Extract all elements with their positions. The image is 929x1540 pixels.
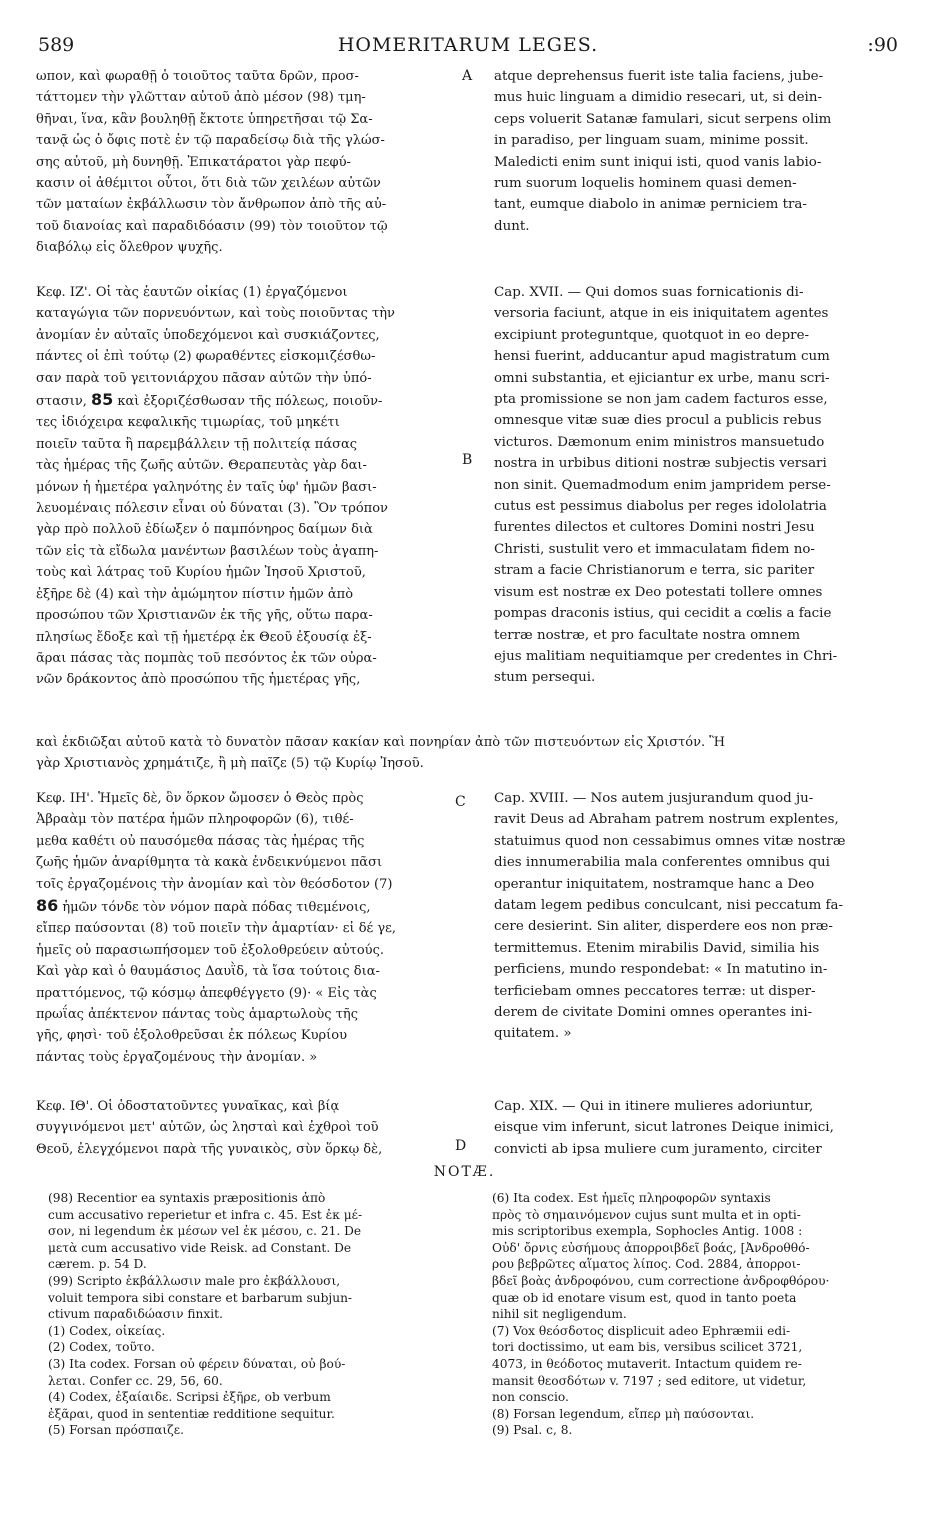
latin-line: tant, eumque diabolo in animæ perniciem tra- <box>494 197 807 213</box>
latin-line: pompas draconis istius, qui cecidit a cœlis a facie <box>494 606 832 622</box>
margin-letter-c: C <box>455 794 466 810</box>
note-line: ἐξᾶραι, quod in sententiæ redditione sequitur. <box>48 1406 335 1421</box>
latin-line: stum persequi. <box>494 670 596 686</box>
latin-line: pta promissione se non jam cadem facturos esse, <box>494 392 828 408</box>
latin-line: eisque vim inferunt, sicut latrones Deique inimici, <box>494 1120 834 1136</box>
greek-line-with-margin-85 <box>36 389 456 412</box>
greek-full-width-lines <box>36 732 892 775</box>
greek-line: λευομέναις πόλεσιν εἶναι οὐ δύναται (3). Ὃν τρόπον <box>36 501 388 517</box>
greek-line: μόνων ἡ ἡμετέρα γαληνότης ἐν ταῖς ὑφ' ἡμῶν βασι- <box>36 479 377 495</box>
note-line: voluit tempora sibi constare et barbarum subjun- <box>48 1290 353 1305</box>
greek-line: τανᾷ ὡς ὁ ὄφις ποτὲ ἐν τῷ παραδείσῳ διὰ τῆς γλώσ- <box>36 133 385 149</box>
greek-line: διαβόλῳ εἰς ὄλεθρον ψυχῆς. <box>36 240 223 256</box>
latin-line: atque deprehensus fuerit iste talia faciens, jube- <box>494 69 824 84</box>
latin-line: mus huic linguam a dimidio resecari, ut, si dein- <box>494 90 822 106</box>
greek-line: πραττόμενος, τῷ κόσμῳ ἀπεφθέγγετο (9)· « Εἰς τὰς <box>36 985 377 1001</box>
latin-line: nostra in urbibus ditioni nostræ subjectis versari <box>494 456 827 472</box>
latin-line: cutus est pessimus diabolus per reges idololatria <box>494 499 827 515</box>
latin-line: termittemus. Etenim mirabilis David, similia his <box>494 940 820 956</box>
note-line: (3) Ita codex. Forsan οὐ φέρειν δύναται, οὐ βού- <box>48 1356 346 1371</box>
greek-line: τῶν εἰς τὰ εἴδωλα μανέντων βασιλέων τοὺς ἀγαπη- <box>36 543 379 559</box>
latin-line: derem de civitate Domini omnes operantes ini- <box>494 1005 813 1021</box>
greek-line: πρωΐας ἀπέκτενον πάντας τοὺς ἁμαρτωλοὺς τῆς <box>36 1007 358 1023</box>
greek-line: πάντας τοὺς ἐργαζομένους τὴν ἀνομίαν. » <box>36 1049 318 1065</box>
note-line: πρὸς τὸ σημαινόμενον cujus sunt multa et in opti- <box>492 1207 801 1222</box>
latin-line: furentes dilectos et cultores Domini nostri Jesu <box>494 520 815 536</box>
greek-line: καταγώγια τῶν πορνευόντων, καὶ τοὺς ποιοῦντας τὴν <box>36 306 395 322</box>
latin-line: dunt. <box>494 218 530 234</box>
note-line: ρου βεβρῶτες αἵματος λίπος. Cod. 2884, ἀπορροι- <box>492 1257 801 1272</box>
greek-line: νῶν δράκοντος ἀπὸ προσώπου τῆς ἡμετέρας γῆς, <box>36 672 361 688</box>
page-number-right: :90 <box>867 34 898 56</box>
greek-line: καὶ ἐκδιῶξαι αὐτοῦ κατὰ τὸ δυνατὸν πᾶσαν κακίαν καὶ πονηρίαν ἀπὸ τῶν πιστευόντων εἰς Χριστόν. Ἢ <box>36 735 726 750</box>
greek-line: Ἀβραὰμ τὸν πατέρα ἡμῶν πληροφορῶν (6), τιθέ- <box>36 812 354 828</box>
note-line: mis scriptoribus exempla, Sophocles Antig. 1008 : <box>492 1224 803 1239</box>
note-line: tori doctissimo, ut eam bis, versibus scilicet 3721, <box>492 1340 803 1355</box>
note-line: ctivum παραδιδώασιν finxit. <box>48 1307 223 1322</box>
latin-line: ejus malitiam nequitiamque per credentes in Chri- <box>494 648 838 664</box>
latin-line: Cap. XVII. — Qui domos suas fornicationis di- <box>494 285 804 300</box>
greek-column-section-3 <box>36 788 456 1068</box>
notes-right-column <box>492 1190 892 1439</box>
greek-line: μεθα καθέτι οὐ παυσόμεθα πάσας τὰς ἡμέρας τῆς <box>36 833 365 849</box>
latin-line: perficiens, mundo respondebat: « In matutino in- <box>494 962 828 978</box>
greek-text: ἡμῶν τόνδε τὸν νόμον παρὰ πόδας τιθεμένοις, <box>58 900 371 916</box>
greek-line: πλησίως ἔδοξε καὶ τῇ ἡμετέρᾳ ἐκ Θεοῦ ἐξουσίᾳ ἐξ- <box>36 629 372 645</box>
latin-line: omnesque vitæ suæ dies procul a publicis rebus <box>494 413 822 429</box>
note-line: (7) Vox θεόσδοτος displicuit adeo Ephræmii edi- <box>492 1323 791 1338</box>
latin-line: omni substantia, et ejiciantur ex urbe, manu scri- <box>494 370 830 386</box>
greek-line: Θεοῦ, ἐλεγχόμενοι παρὰ τῆς γυναικὸς, σὺν ὅρκῳ δὲ, <box>36 1141 383 1157</box>
margin-number-85: 85 <box>90 390 114 410</box>
latin-line: dies innumerabilia mala conferentes omnibus qui <box>494 855 830 871</box>
greek-line: τάττομεν τὴν γλῶτταν αὐτοῦ ἀπὸ μέσον (98) τμη- <box>36 90 366 106</box>
page-header <box>38 34 898 60</box>
greek-line: ζωῆς ἡμῶν ἀναρίθμητα τὰ κακὰ ἐνδεικνύμενοι πᾶσι <box>36 855 383 871</box>
greek-column-section-2 <box>36 282 456 691</box>
latin-line: victuros. Dæmonum enim ministros mansuetudo <box>494 434 825 450</box>
greek-line: σαν παρὰ τοῦ γειτονιάρχου πᾶσαν αὐτῶν τὴν ὑπό- <box>36 370 372 386</box>
greek-line: πάντες οἱ ἐπὶ τούτῳ (2) φωραθέντες εἰσκομιζέσθω- <box>36 349 376 365</box>
note-line: (98) Recentior ea syntaxis præpositionis ἀπὸ <box>48 1191 326 1205</box>
latin-line: datam legem pedibus conculcant, nisi peccatum fa- <box>494 898 844 914</box>
margin-number-86: 86 <box>36 896 59 916</box>
latin-line: statuimus quod non cessabimus omnes vitæ nostræ <box>494 833 846 849</box>
greek-line: τὰς ἡμέρας τῆς ζωῆς αὐτῶν. Θεραπευτὰς γὰρ δαι- <box>36 458 367 474</box>
note-line: σον, ni legendum ἐκ μέσων vel ἐκ μέσου, c. 21. De <box>48 1224 362 1239</box>
notes-heading: NOTÆ. <box>433 1164 496 1180</box>
latin-line: Cap. XVIII. — Nos autem jusjurandum quod ju- <box>494 791 814 806</box>
greek-line: συγγινόμενοι μετ' αὐτῶν, ὡς λησταὶ καὶ ἐχθροὶ τοῦ <box>36 1120 379 1136</box>
greek-line: ἀνομίαν ἐν αὐταῖς ὑποδεχόμενοι καὶ συσκιάζοντες, <box>36 327 380 343</box>
latin-line: operantur iniquitatem, nostramque hanc a Deo <box>494 876 815 892</box>
greek-line: γὰρ πρὸ πολλοῦ ἐδίωξεν ὁ παμπόνηρος δαίμων διὰ <box>36 522 373 538</box>
latin-line: stram a facie Christianorum e terra, sic pariter <box>494 563 815 579</box>
greek-line: τοῦ διανοίας καὶ παραδιδόασιν (99) τὸν τοιοῦτον τῷ <box>36 218 388 234</box>
latin-line: ceps voluerit Satanæ famulari, sicut serpens olim <box>494 111 832 127</box>
greek-line: Κεφ. ΙΘ'. Οἱ ὁδοστατοῦντες γυναῖκας, καὶ βίᾳ <box>36 1099 340 1114</box>
greek-text: καὶ ἐξοριζέσθωσαν τῆς πόλεως, ποιοῦν- <box>113 394 383 410</box>
page-number-left: 589 <box>38 34 75 56</box>
greek-line-with-margin-86 <box>36 895 456 918</box>
note-line: (99) Scripto ἐκβάλλωσιν male pro ἐκβάλλουσι, <box>48 1273 341 1288</box>
greek-line: ἡμεῖς οὐ παρασιωπήσομεν τοῦ ἐξολοθρεύειν αὐτούς. <box>36 942 384 958</box>
greek-line: προσώπου τῶν Χριστιανῶν ἐκ τῆς γῆς, οὕτω παρα- <box>36 608 373 624</box>
note-line: λεται. Confer cc. 29, 56, 60. <box>48 1373 223 1388</box>
note-line: (1) Codex, οἰκείας. <box>48 1323 166 1338</box>
greek-line: τῶν ματαίων ἐκβάλλωσιν τὸν ἄνθρωπον ἀπὸ τῆς αὐ- <box>36 197 387 213</box>
latin-line: quitatem. » <box>494 1026 572 1042</box>
note-line: Οὐδ' ὄρνις εὐσήμους ἀπορροιβδεῖ βοάς, [Ἀνδροθθό- <box>492 1240 810 1255</box>
greek-line: ᾶραι πάσας τὰς πομπὰς τοῦ πεσόντος ἐκ τῶν οὐρα- <box>36 650 377 666</box>
greek-text: στασιν, <box>36 394 91 410</box>
latin-line: hensi fuerint, adducantur apud magistratum cum <box>494 349 830 365</box>
latin-line: versoria faciunt, atque in eis iniquitatem agentes <box>494 306 829 322</box>
note-line: non conscio. <box>492 1390 569 1405</box>
note-line: (9) Psal. c, 8. <box>492 1423 573 1438</box>
note-line: mansit θεοσδότων v. 7197 ; sed editore, ut videtur, <box>492 1373 807 1388</box>
latin-line: visum est nostræ ex Deo potestati tollere omnes <box>494 584 823 600</box>
greek-line: Καὶ γὰρ καὶ ὁ θαυμάσιος Δαυῒδ, τὰ ἴσα τούτοις δια- <box>36 964 380 980</box>
greek-line: σης αὐτοῦ, μὴ δυνηθῇ. Ἐπικατάρατοι γὰρ πεφύ- <box>36 154 351 170</box>
note-line: μετὰ cum accusativo vide Reisk. ad Constant. De <box>48 1240 352 1255</box>
latin-line: rum suorum loquelis hominem quasi demen- <box>494 176 797 192</box>
latin-line: Christi, sustulit vero et immaculatam fidem no- <box>494 541 815 557</box>
margin-letter-d: D <box>455 1138 467 1154</box>
latin-column-section-4 <box>494 1096 892 1160</box>
greek-column-section-1 <box>36 66 456 259</box>
latin-line: in paradiso, per linguam suam, minime possit. <box>494 133 809 149</box>
note-line: (2) Codex, τοῦτο. <box>48 1340 155 1355</box>
greek-line: ποιεῖν ταῦτα ἢ παρεμβάλλειν τῇ πολιτείᾳ πάσας <box>36 436 358 452</box>
greek-line: ωπον, καὶ φωραθῇ ὁ τοιοῦτος ταῦτα δρῶν, προσ- <box>36 69 359 84</box>
margin-letter-a: A <box>462 68 473 84</box>
note-line: nihil sit negligendum. <box>492 1307 627 1322</box>
greek-line: γὰρ Χριστιανὸς χρημάτιζε, ἢ μὴ παῖζε (5) τῷ Κυρίῳ Ἰησοῦ. <box>36 756 424 772</box>
latin-column-section-1 <box>494 66 892 237</box>
latin-line: ravit Deus ad Abraham patrem nostrum explentes, <box>494 812 839 828</box>
note-line: (8) Forsan legendum, εἴπερ μὴ παύσονται. <box>492 1406 755 1421</box>
latin-line: cere desierint. Sin aliter, disperdere eos non præ- <box>494 919 833 935</box>
note-line: (6) Ita codex. Est ἡμεῖς πληροφορῶν syntaxis <box>492 1191 771 1205</box>
note-line: cum accusativo reperietur et infra c. 45. Est ἐκ μέ- <box>48 1207 363 1222</box>
note-line: (4) Codex, ἐξαίαιδε. Scripsi ἐξῆρε, ob verbum <box>48 1390 331 1405</box>
greek-line: τοὺς καὶ λάτρας τοῦ Κυρίου ἡμῶν Ἰησοῦ Χριστοῦ, <box>36 565 366 581</box>
latin-line: Maledicti enim sunt iniqui isti, quod vanis labio- <box>494 154 822 170</box>
margin-letter-b: B <box>462 452 473 468</box>
greek-line: τοῖς ἐργαζομένοις τὴν ἀνομίαν καὶ τὸν θεόσδοτον (7) <box>36 876 393 892</box>
note-line: quæ ob id enotare visum est, quod in tanto poeta <box>492 1290 797 1305</box>
note-line: (5) Forsan πρόσπαιζε. <box>48 1423 184 1438</box>
greek-line: ἐξῆρε δὲ (4) καὶ τὴν ἀμώμητον πίστιν ἡμῶν ἀπὸ <box>36 586 354 602</box>
greek-line: θῆναι, ἵνα, κἂν βουληθῇ ἔκτοτε ὑπηρετῆσαι τῷ Σα- <box>36 111 373 127</box>
latin-column-section-2 <box>494 282 892 689</box>
greek-column-section-4 <box>36 1096 456 1160</box>
greek-line: κασιν οἱ ἀθέμιτοι οὗτοι, ὅτι διὰ τῶν χειλέων αὐτῶν <box>36 176 381 192</box>
latin-line: terræ nostræ, et pro facultate nostra omnem <box>494 627 801 643</box>
note-line: cærem. p. 54 D. <box>48 1257 147 1272</box>
notes-left-column <box>48 1190 458 1439</box>
latin-line: convicti ab ipsa muliere cum juramento, circiter <box>494 1141 822 1157</box>
greek-line: εἴπερ παύσονται (8) τοῦ ποιεῖν τὴν ἁμαρτίαν· εἰ δέ γε, <box>36 921 397 937</box>
note-line: 4073, in θεόδοτος mutaverit. Intactum quidem re- <box>492 1356 802 1371</box>
greek-line: Κεφ. ΙΗ'. Ἡμεῖς δὲ, ὃν ὅρκον ὤμοσεν ὁ Θεὸς πρὸς <box>36 791 364 806</box>
note-line: βδεῖ βοὰς ἀνδροφόνου, cum correctione ἀνδροφθόρου· <box>492 1273 830 1288</box>
latin-line: non sinit. Quemadmodum enim jampridem perse- <box>494 477 831 493</box>
latin-line: Cap. XIX. — Qui in itinere mulieres adoriuntur, <box>494 1099 814 1114</box>
latin-column-section-3 <box>494 788 892 1045</box>
greek-line: γῆς, φησὶ· τοῦ ἐξολοθρεῦσαι ἐκ πόλεως Κυρίου <box>36 1028 347 1044</box>
latin-line: terficiebam omnes peccatores terræ: ut disper- <box>494 983 816 999</box>
latin-line: excipiunt proteguntque, quotquot in eo depre- <box>494 327 810 343</box>
running-title: HOMERITARUM LEGES. <box>337 34 599 56</box>
greek-line: Κεφ. ΙΖ'. Οἱ τὰς ἑαυτῶν οἰκίας (1) ἐργαζόμενοι <box>36 285 348 300</box>
greek-line: τες ἰδιόχειρα κεφαλικῆς τιμωρίας, τοῦ μηκέτι <box>36 415 340 431</box>
